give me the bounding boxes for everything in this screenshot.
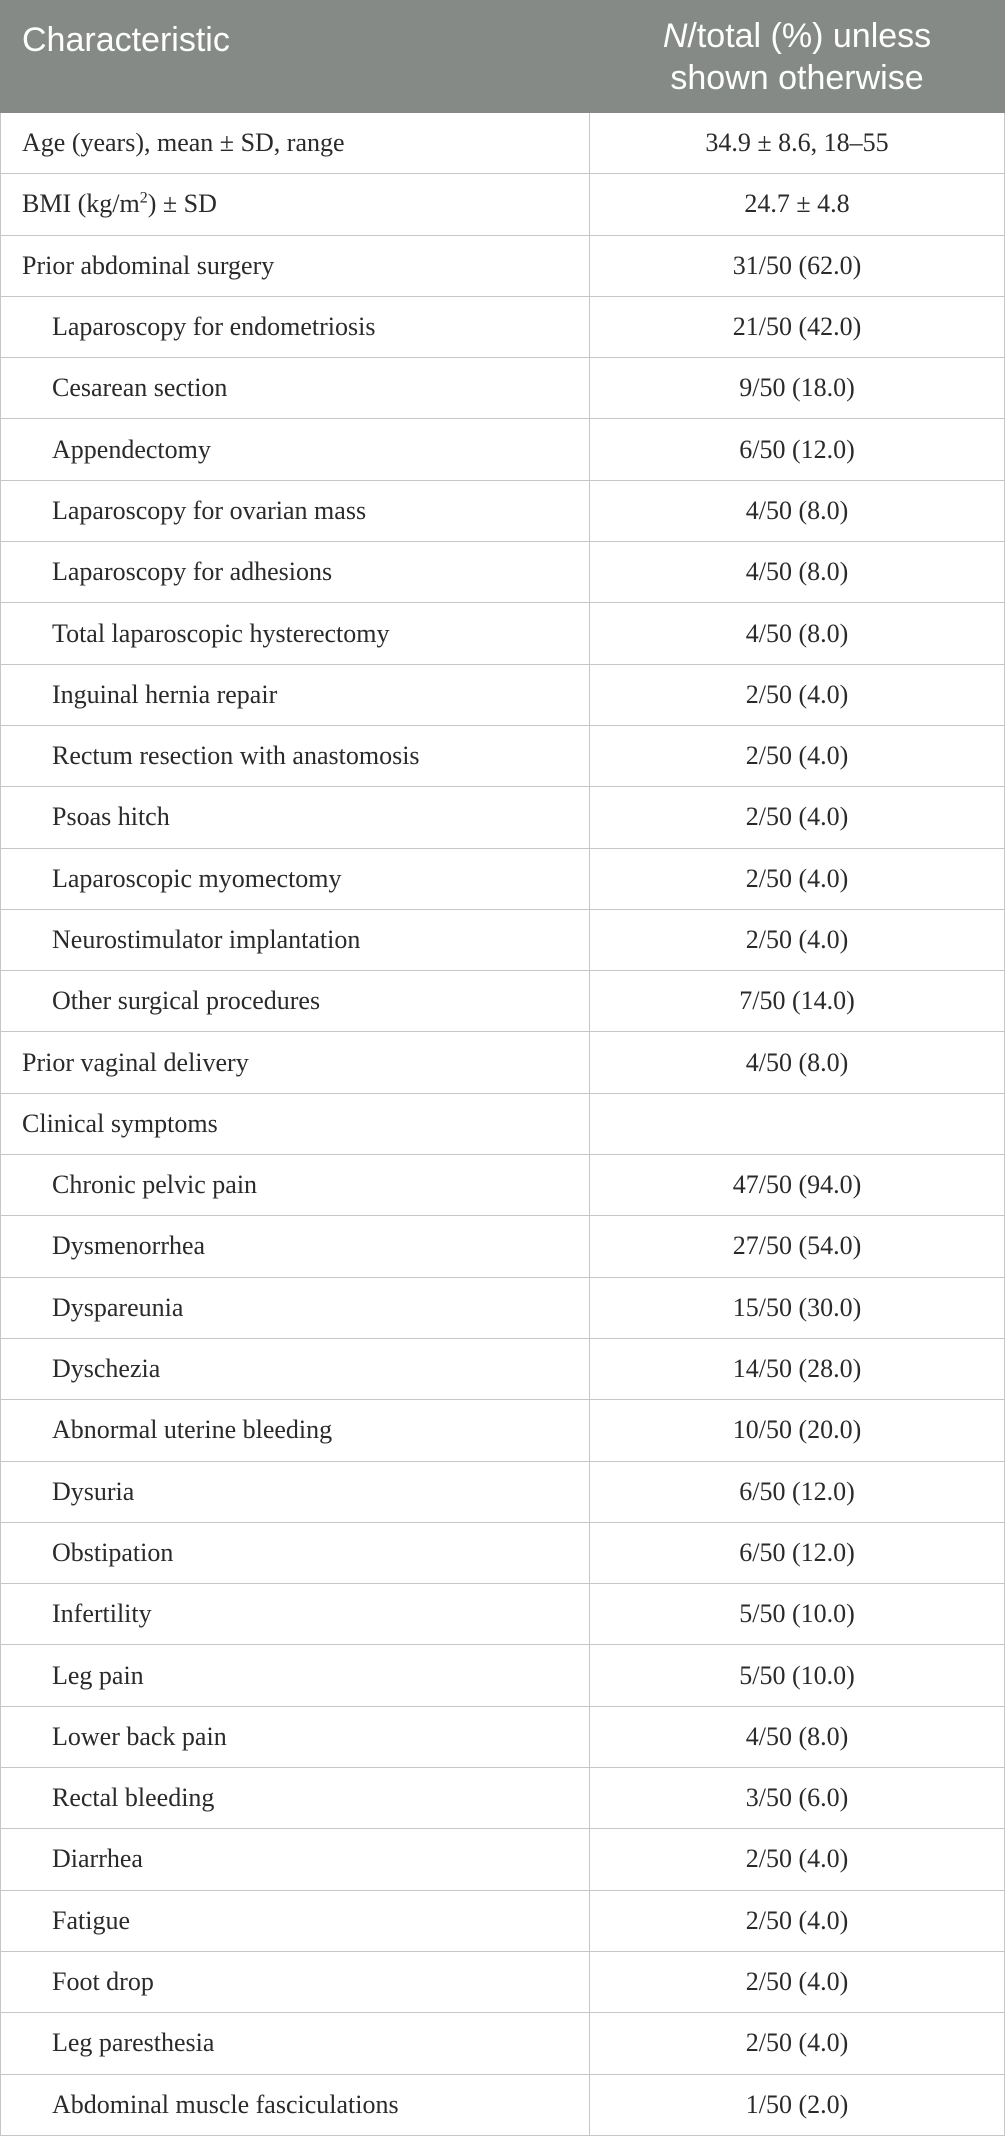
row-value: 6/50 (12.0) xyxy=(590,1461,1005,1522)
row-label: Leg pain xyxy=(1,1645,590,1706)
row-value: 14/50 (28.0) xyxy=(590,1338,1005,1399)
row-value: 5/50 (10.0) xyxy=(590,1584,1005,1645)
table-row xyxy=(1,480,1005,541)
table-row xyxy=(1,235,1005,296)
row-label: Neurostimulator implantation xyxy=(1,909,590,970)
row-value: 15/50 (30.0) xyxy=(590,1277,1005,1338)
row-label: Laparoscopy for endometriosis xyxy=(1,296,590,357)
table-row xyxy=(1,725,1005,786)
row-label: Age (years), mean ± SD, range xyxy=(1,113,590,174)
row-value: 4/50 (8.0) xyxy=(590,1706,1005,1767)
table-row xyxy=(1,1890,1005,1951)
row-label: Laparoscopy for ovarian mass xyxy=(1,480,590,541)
table-row xyxy=(1,1032,1005,1093)
row-value: 6/50 (12.0) xyxy=(590,1522,1005,1583)
header-row xyxy=(1,1,1005,113)
row-label: Dysmenorrhea xyxy=(1,1216,590,1277)
header-value xyxy=(590,1,1005,113)
table-row xyxy=(1,1768,1005,1829)
row-label: Rectal bleeding xyxy=(1,1768,590,1829)
row-value: 2/50 (4.0) xyxy=(590,1951,1005,2012)
table-row xyxy=(1,1155,1005,1216)
row-value: 27/50 (54.0) xyxy=(590,1216,1005,1277)
row-value: 2/50 (4.0) xyxy=(590,787,1005,848)
row-label: Prior vaginal delivery xyxy=(1,1032,590,1093)
header-characteristic: Characteristic xyxy=(1,1,590,113)
row-value: 4/50 (8.0) xyxy=(590,603,1005,664)
table-row xyxy=(1,2074,1005,2135)
header-line2: shown otherwise xyxy=(670,58,924,97)
row-label: Total laparoscopic hysterectomy xyxy=(1,603,590,664)
table-row xyxy=(1,1277,1005,1338)
row-value: 1/50 (2.0) xyxy=(590,2074,1005,2135)
header-line1-rest: /total (%) unless xyxy=(687,16,932,55)
row-value: 2/50 (4.0) xyxy=(590,909,1005,970)
table-row xyxy=(1,1584,1005,1645)
row-label: Fatigue xyxy=(1,1890,590,1951)
row-label: Dyschezia xyxy=(1,1338,590,1399)
row-label: Dysuria xyxy=(1,1461,590,1522)
row-value: 7/50 (14.0) xyxy=(590,971,1005,1032)
row-label: Lower back pain xyxy=(1,1706,590,1767)
table-row xyxy=(1,787,1005,848)
table-row xyxy=(1,1461,1005,1522)
row-label: Obstipation xyxy=(1,1522,590,1583)
table-row xyxy=(1,2013,1005,2074)
row-value: 3/50 (6.0) xyxy=(590,1768,1005,1829)
table-row xyxy=(1,1338,1005,1399)
row-label: Abnormal uterine bleeding xyxy=(1,1400,590,1461)
row-value: 2/50 (4.0) xyxy=(590,2013,1005,2074)
row-value: 2/50 (4.0) xyxy=(590,848,1005,909)
table-row xyxy=(1,848,1005,909)
header-n: N xyxy=(662,16,688,55)
row-value xyxy=(590,1093,1005,1154)
row-label: Chronic pelvic pain xyxy=(1,1155,590,1216)
row-value: 21/50 (42.0) xyxy=(590,296,1005,357)
row-value: 10/50 (20.0) xyxy=(590,1400,1005,1461)
row-label: Foot drop xyxy=(1,1951,590,2012)
row-label: Rectum resection with anastomosis xyxy=(1,725,590,786)
table-row xyxy=(1,971,1005,1032)
table-row xyxy=(1,113,1005,174)
row-label: Psoas hitch xyxy=(1,787,590,848)
row-value: 5/50 (10.0) xyxy=(590,1645,1005,1706)
row-label: Leg paresthesia xyxy=(1,2013,590,2074)
row-value: 6/50 (12.0) xyxy=(590,419,1005,480)
row-label: Infertility xyxy=(1,1584,590,1645)
row-label: Prior abdominal surgery xyxy=(1,235,590,296)
table-row xyxy=(1,909,1005,970)
row-label: Other surgical procedures xyxy=(1,971,590,1032)
row-value: 2/50 (4.0) xyxy=(590,725,1005,786)
table-row xyxy=(1,542,1005,603)
row-label xyxy=(1,174,590,235)
row-value: 4/50 (8.0) xyxy=(590,480,1005,541)
table-row xyxy=(1,603,1005,664)
table-row xyxy=(1,1522,1005,1583)
row-label: Appendectomy xyxy=(1,419,590,480)
row-value: 47/50 (94.0) xyxy=(590,1155,1005,1216)
table-row xyxy=(1,1829,1005,1890)
table-row xyxy=(1,1951,1005,2012)
table-row xyxy=(1,174,1005,235)
row-value: 9/50 (18.0) xyxy=(590,358,1005,419)
bmi-label-post: ) ± SD xyxy=(147,189,217,219)
row-label: Dyspareunia xyxy=(1,1277,590,1338)
row-label: Laparoscopic myomectomy xyxy=(1,848,590,909)
row-value: 2/50 (4.0) xyxy=(590,1890,1005,1951)
table-row xyxy=(1,1216,1005,1277)
bmi-label-sup: 2 xyxy=(139,189,148,207)
row-value: 2/50 (4.0) xyxy=(590,664,1005,725)
table-row xyxy=(1,419,1005,480)
row-value: 2/50 (4.0) xyxy=(590,1829,1005,1890)
row-label: Cesarean section xyxy=(1,358,590,419)
table-row xyxy=(1,664,1005,725)
row-value: 34.9 ± 8.6, 18–55 xyxy=(590,113,1005,174)
table-row xyxy=(1,1645,1005,1706)
bmi-label-pre: BMI (kg/m xyxy=(22,189,140,219)
row-label: Clinical symptoms xyxy=(1,1093,590,1154)
row-label: Diarrhea xyxy=(1,1829,590,1890)
row-label: Abdominal muscle fasciculations xyxy=(1,2074,590,2135)
row-value: 4/50 (8.0) xyxy=(590,542,1005,603)
row-label: Laparoscopy for adhesions xyxy=(1,542,590,603)
row-value: 24.7 ± 4.8 xyxy=(590,174,1005,235)
row-value: 4/50 (8.0) xyxy=(590,1032,1005,1093)
table-row xyxy=(1,1706,1005,1767)
table-row xyxy=(1,358,1005,419)
table-row xyxy=(1,1093,1005,1154)
row-value: 31/50 (62.0) xyxy=(590,235,1005,296)
table-row xyxy=(1,1400,1005,1461)
row-label: Inguinal hernia repair xyxy=(1,664,590,725)
table-row xyxy=(1,296,1005,357)
